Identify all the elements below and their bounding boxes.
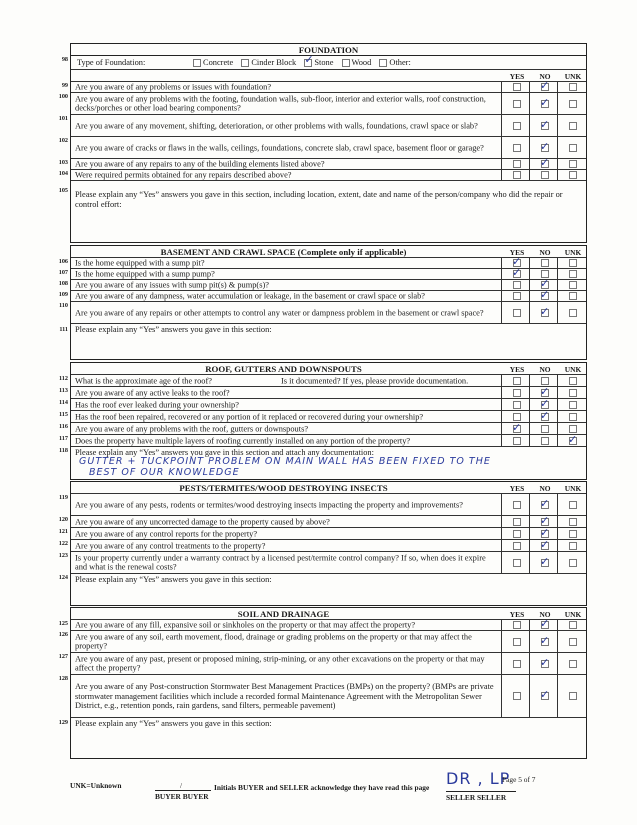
line-number: 125 bbox=[58, 620, 68, 627]
line-number: 122 bbox=[58, 540, 68, 547]
question-row bbox=[71, 79, 586, 93]
yes-checkbox[interactable] bbox=[513, 542, 521, 550]
line-number: 120 bbox=[58, 516, 68, 523]
col-yes: YES bbox=[509, 484, 525, 493]
unk-checkbox[interactable] bbox=[569, 518, 577, 526]
check-mark-icon: ✓ bbox=[512, 266, 522, 280]
handwritten-explanation-line1: GUTTER + TUCKPOINT PROBLEM ON MAIN WALL HAS BEEN FIXED TO THE bbox=[79, 456, 491, 467]
unk-checkbox[interactable] bbox=[569, 530, 577, 538]
unk-checkbox[interactable] bbox=[569, 144, 577, 152]
question-text: Are you aware of any problems or issues with foundation? bbox=[75, 82, 272, 92]
col-no: NO bbox=[539, 484, 551, 493]
unk-checkbox[interactable] bbox=[569, 559, 577, 567]
yes-checkbox[interactable] bbox=[513, 160, 521, 168]
line-number: 101 bbox=[58, 115, 68, 122]
unk-checkbox[interactable] bbox=[569, 413, 577, 421]
question-row bbox=[71, 653, 586, 675]
option-wood: Wood bbox=[351, 58, 372, 67]
check-mark-icon: ✓ bbox=[568, 432, 578, 446]
unk-checkbox[interactable] bbox=[569, 660, 577, 668]
option-concrete: Concrete bbox=[203, 58, 234, 67]
unk-checkbox[interactable] bbox=[569, 621, 577, 629]
question-text: Are you aware of any uncorrected damage to the property caused by above? bbox=[75, 516, 330, 526]
line-number: 106 bbox=[58, 258, 68, 265]
question-row bbox=[71, 115, 586, 137]
initials-instruction: Initials BUYER and SELLER acknowledge they have read this page bbox=[214, 783, 430, 792]
question-text: Are you aware of any dampness, water accumulation or leakage, in the basement or crawl space or slab? bbox=[75, 291, 425, 301]
unk-checkbox[interactable] bbox=[569, 377, 577, 385]
line-number: 100 bbox=[58, 93, 68, 100]
check-mark-icon: ✓ bbox=[540, 633, 550, 647]
unk-checkbox[interactable] bbox=[569, 542, 577, 550]
line-number: 113 bbox=[59, 387, 68, 394]
option-cinder-block: Cinder Block bbox=[251, 58, 297, 67]
col-unk: UNK bbox=[564, 610, 582, 619]
yes-checkbox[interactable] bbox=[513, 692, 521, 700]
line-number: 105 bbox=[58, 187, 68, 194]
handwritten-explanation-line2: BEST OF OUR KNOWLEDGE bbox=[89, 467, 240, 478]
question-text: Are you aware of any problems with the footing, foundation walls, sub-floor, interior and exterior walls, roof construction, decks/porches or other load bearing components? bbox=[75, 94, 486, 113]
unk-checkbox[interactable] bbox=[569, 100, 577, 108]
roof-section bbox=[70, 362, 587, 480]
yes-checkbox[interactable] bbox=[513, 100, 521, 108]
question-row bbox=[71, 631, 586, 653]
check-mark-icon: ✓ bbox=[540, 617, 550, 631]
line-number: 102 bbox=[58, 137, 68, 144]
unk-checkbox[interactable] bbox=[569, 122, 577, 130]
unk-checkbox[interactable] bbox=[569, 270, 577, 278]
col-unk: UNK bbox=[564, 365, 582, 374]
unk-checkbox[interactable] bbox=[569, 171, 577, 179]
unk-checkbox[interactable] bbox=[569, 292, 577, 300]
yes-checkbox[interactable] bbox=[513, 501, 521, 509]
line-number: 121 bbox=[58, 528, 68, 535]
question-row bbox=[71, 170, 586, 181]
unk-checkbox[interactable] bbox=[569, 501, 577, 509]
question-row bbox=[71, 277, 586, 291]
question-text-secondary: Is it documented? If yes, please provide documentation. bbox=[281, 375, 469, 385]
question-row bbox=[71, 137, 586, 159]
col-no: NO bbox=[539, 365, 551, 374]
line-number: 99 bbox=[61, 82, 68, 89]
seller-label[interactable]: SELLER SELLER bbox=[446, 793, 507, 802]
question-text: Are you aware of any repairs or other attempts to control any water or dampness problem in the basement or crawl space? bbox=[75, 307, 484, 317]
question-text: Are you aware of any active leaks to the roof? bbox=[75, 387, 230, 397]
check-mark-icon: ✓ bbox=[512, 255, 522, 269]
yes-checkbox[interactable] bbox=[513, 638, 521, 646]
check-mark-icon: ✓ bbox=[540, 396, 550, 410]
line-number: 118 bbox=[59, 447, 68, 454]
question-row bbox=[71, 375, 586, 387]
question-row bbox=[71, 494, 586, 516]
check-mark-icon: ✓ bbox=[540, 537, 550, 551]
yes-checkbox[interactable] bbox=[513, 559, 521, 567]
yes-checkbox[interactable] bbox=[513, 83, 521, 91]
foundation-type-label: Type of Foundation: bbox=[77, 58, 146, 67]
no-checkbox[interactable] bbox=[541, 377, 549, 385]
line-number: 98 bbox=[61, 56, 68, 63]
check-mark-icon: ✓ bbox=[540, 304, 550, 318]
unk-checkbox[interactable] bbox=[569, 281, 577, 289]
pests-header: PESTS/TERMITES/WOOD DESTROYING INSECTS bbox=[179, 483, 388, 493]
line-number: 119 bbox=[59, 494, 68, 501]
line-number: 128 bbox=[58, 675, 68, 682]
unk-checkbox[interactable] bbox=[569, 259, 577, 267]
unk-legend: UNK=Unknown bbox=[70, 781, 122, 790]
line-number: 127 bbox=[58, 653, 68, 660]
yes-checkbox[interactable] bbox=[513, 292, 521, 300]
pests-section bbox=[70, 481, 587, 606]
line-number: 116 bbox=[59, 423, 68, 430]
question-text: Are you aware of any Post-construction Stormwater Best Management Practices (BMPs) on the property? (BMPs are private stormwater management facilities which include a recorded formal Maintenance Agreement with the Metropolitan Sewer District, e.g., retention ponds, rain gardens, sand filters, permeable pavement) bbox=[75, 681, 494, 710]
yes-checkbox[interactable] bbox=[513, 309, 521, 317]
unk-checkbox[interactable] bbox=[569, 309, 577, 317]
line-number: 104 bbox=[58, 170, 68, 177]
basement-header: BASEMENT AND CRAWL SPACE (Complete only if applicable) bbox=[160, 247, 407, 257]
unk-checkbox[interactable] bbox=[569, 692, 577, 700]
unk-checkbox[interactable] bbox=[569, 389, 577, 397]
question-text: Has the roof ever leaked during your ownership? bbox=[75, 399, 239, 409]
question-row bbox=[71, 396, 586, 411]
check-mark-icon: ✓ bbox=[512, 420, 522, 434]
line-number: 115 bbox=[59, 411, 68, 418]
no-checkbox[interactable] bbox=[541, 425, 549, 433]
question-text: Are you aware of any problems with the roof, gutters or downspouts? bbox=[75, 423, 309, 433]
question-text: Has the roof been repaired, recovered or any portion of it replaced or recovered during your ownership? bbox=[75, 411, 424, 421]
check-mark-icon: ✓ bbox=[540, 408, 550, 422]
question-text: Are you aware of any movement, shifting, deterioration, or other problems with walls, foundations, crawl space or slab? bbox=[75, 120, 478, 130]
initials-slash: / bbox=[180, 781, 183, 790]
yes-checkbox[interactable] bbox=[513, 377, 521, 385]
other-checkbox[interactable] bbox=[379, 59, 387, 67]
question-row bbox=[71, 288, 586, 302]
check-mark-icon: ✓ bbox=[540, 117, 550, 131]
line-number: 117 bbox=[59, 435, 68, 442]
check-mark-icon: ✓ bbox=[540, 384, 550, 398]
line-number: 108 bbox=[58, 280, 68, 287]
question-row bbox=[71, 513, 586, 528]
question-text: Were required permits obtained for any repairs described above? bbox=[75, 170, 292, 180]
question-row bbox=[71, 384, 586, 399]
check-mark-icon: ✓ bbox=[540, 79, 550, 93]
question-row bbox=[71, 525, 586, 540]
check-mark-icon: ✓ bbox=[540, 95, 550, 109]
question-row bbox=[71, 266, 586, 280]
yes-checkbox[interactable] bbox=[513, 518, 521, 526]
col-yes: YES bbox=[509, 72, 525, 81]
question-text: Is the home equipped with a sump pit? bbox=[75, 258, 205, 268]
unk-checkbox[interactable] bbox=[569, 160, 577, 168]
col-no: NO bbox=[539, 72, 551, 81]
option-other: Other: bbox=[389, 58, 411, 67]
col-unk: UNK bbox=[564, 248, 582, 257]
yes-checkbox[interactable] bbox=[513, 281, 521, 289]
question-text: Are you aware of any pests, rodents or termites/wood destroying insects impacting the property and improvements? bbox=[75, 499, 463, 509]
basement-section bbox=[70, 245, 587, 360]
question-row bbox=[71, 552, 586, 574]
question-row bbox=[71, 432, 586, 447]
check-mark-icon: ✓ bbox=[540, 655, 550, 669]
soil-section bbox=[70, 607, 587, 759]
buyer-label[interactable]: BUYER BUYER bbox=[155, 792, 209, 801]
yes-checkbox[interactable] bbox=[513, 144, 521, 152]
question-text: Are you aware of any repairs to any of the building elements listed above? bbox=[75, 159, 325, 169]
question-row bbox=[71, 255, 586, 269]
question-row bbox=[71, 156, 586, 170]
check-mark-icon: ✓ bbox=[540, 277, 550, 291]
question-row bbox=[71, 93, 586, 115]
check-mark-icon: ✓ bbox=[540, 496, 550, 510]
unk-checkbox[interactable] bbox=[569, 401, 577, 409]
yes-checkbox[interactable] bbox=[513, 621, 521, 629]
question-text: Are you aware of cracks or flaws in the walls, ceilings, foundations, concrete slab, crawl space, basement floor or garage? bbox=[75, 142, 484, 152]
question-row bbox=[71, 420, 586, 435]
line-number: 123 bbox=[58, 552, 68, 559]
soil-header: SOIL AND DRAINAGE bbox=[237, 609, 330, 619]
question-row bbox=[71, 537, 586, 552]
line-number: 112 bbox=[59, 375, 68, 382]
question-text: Are you aware of any fill, expansive soil or sinkholes on the property or that may affect the property? bbox=[75, 620, 416, 630]
check-mark-icon: ✓ bbox=[540, 513, 550, 527]
page-number: Page 5 of 7 bbox=[502, 775, 536, 784]
check-mark-icon: ✓ bbox=[540, 554, 550, 568]
roof-explain: Please explain any “Yes” answers you gave in this section and attach any documentation: bbox=[75, 448, 374, 457]
question-text: Are you aware of any past, present or proposed mining, strip-mining, or any other excavations on the property or that may affect the property? bbox=[75, 654, 485, 673]
unk-checkbox[interactable] bbox=[569, 425, 577, 433]
question-text: What is the approximate age of the roof? bbox=[75, 375, 212, 385]
no-checkbox[interactable] bbox=[541, 171, 549, 179]
question-text: Are you aware of any control treatments to the property? bbox=[75, 540, 266, 550]
question-row bbox=[71, 617, 586, 631]
question-text: Are you aware of any soil, earth movement, flood, drainage or grading problems on the property or that may affect the property? bbox=[75, 632, 472, 651]
unk-checkbox[interactable] bbox=[569, 638, 577, 646]
col-unk: UNK bbox=[564, 72, 582, 81]
wood-checkbox[interactable] bbox=[342, 59, 350, 67]
col-yes: YES bbox=[509, 248, 525, 257]
col-yes: YES bbox=[509, 610, 525, 619]
seller-initials: DR , LP bbox=[446, 769, 511, 788]
unk-checkbox[interactable] bbox=[569, 83, 577, 91]
check-mark-icon: ✓ bbox=[540, 525, 550, 539]
col-no: NO bbox=[539, 610, 551, 619]
question-text: Is the home equipped with a sump pump? bbox=[75, 269, 215, 279]
yes-checkbox[interactable] bbox=[513, 660, 521, 668]
question-text: Are you aware of any issues with sump pit(s) & pump(s)? bbox=[75, 280, 269, 290]
col-unk: UNK bbox=[564, 484, 582, 493]
cinder-block-checkbox[interactable] bbox=[241, 59, 249, 67]
question-row bbox=[71, 675, 586, 718]
question-row bbox=[71, 302, 586, 324]
question-text: Is your property currently under a warranty contract by a licensed pest/termite control company? If so, when does it expire and what is the renewal costs? bbox=[75, 553, 486, 572]
line-number: 103 bbox=[58, 159, 68, 166]
col-yes: YES bbox=[509, 365, 525, 374]
yes-checkbox[interactable] bbox=[513, 171, 521, 179]
stone-checkbox[interactable]: ✓ bbox=[304, 53, 314, 67]
soil-explain: Please explain any “Yes” answers you gave in this section: bbox=[75, 719, 272, 728]
foundation-type-row bbox=[71, 53, 586, 70]
yes-checkbox[interactable] bbox=[513, 401, 521, 409]
line-number: 129 bbox=[58, 719, 68, 726]
line-number: 109 bbox=[58, 291, 68, 298]
line-number: 114 bbox=[59, 399, 68, 406]
check-mark-icon: ✓ bbox=[540, 288, 550, 302]
check-mark-icon: ✓ bbox=[540, 688, 550, 702]
line-number: 126 bbox=[58, 631, 68, 638]
option-stone: Stone bbox=[314, 58, 334, 67]
foundation-header: FOUNDATION bbox=[298, 45, 359, 55]
no-checkbox[interactable] bbox=[541, 259, 549, 267]
check-mark-icon: ✓ bbox=[540, 139, 550, 153]
no-checkbox[interactable] bbox=[541, 437, 549, 445]
line-number: 107 bbox=[58, 269, 68, 276]
foundation-explain: Please explain any “Yes” answers you gave in this section, including location, extent, date and name of the person/company who did the repair or control effort: bbox=[75, 190, 563, 209]
yes-checkbox[interactable] bbox=[513, 437, 521, 445]
yes-checkbox[interactable] bbox=[513, 389, 521, 397]
yes-checkbox[interactable] bbox=[513, 122, 521, 130]
question-row bbox=[71, 408, 586, 423]
question-text: Does the property have multiple layers of roofing currently installed on any portion of the property? bbox=[75, 435, 411, 445]
line-number: 124 bbox=[58, 574, 68, 581]
col-no: NO bbox=[539, 248, 551, 257]
yes-checkbox[interactable] bbox=[513, 413, 521, 421]
basement-explain: Please explain any “Yes” answers you gave in this section: bbox=[75, 325, 272, 334]
check-mark-icon: ✓ bbox=[540, 156, 550, 170]
line-number: 110 bbox=[59, 302, 68, 309]
concrete-checkbox[interactable] bbox=[193, 59, 201, 67]
line-number: 111 bbox=[59, 326, 68, 333]
pests-explain: Please explain any “Yes” answers you gave in this section: bbox=[75, 575, 272, 584]
foundation-section bbox=[70, 43, 587, 243]
yes-checkbox[interactable] bbox=[513, 530, 521, 538]
roof-header: ROOF, GUTTERS AND DOWNSPOUTS bbox=[205, 364, 362, 374]
question-text: Are you aware of any control reports for the property? bbox=[75, 528, 258, 538]
